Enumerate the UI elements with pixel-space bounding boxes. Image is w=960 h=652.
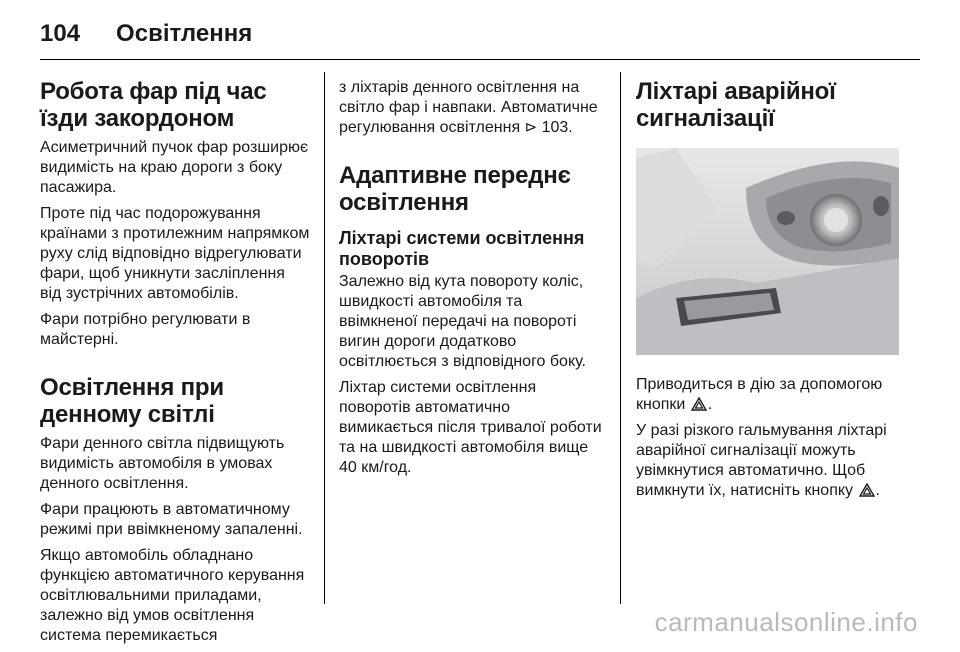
overhead-console-photo	[636, 148, 899, 355]
paragraph-text: .	[875, 482, 880, 499]
column-2	[339, 72, 605, 484]
column-1	[40, 72, 310, 652]
paragraph	[636, 375, 906, 415]
paragraph: Асиметричний пучок фар розширює видимість на краю дороги з боку пасажира.	[40, 139, 309, 196]
hazard-triangle-icon	[859, 483, 875, 497]
paragraph: Залежно від кута повороту коліс, швидкості автомобіля та ввімкненої передачі на повороті вигин дороги додатково освітлюється з відповідного боку.	[339, 273, 586, 370]
paragraph: Якщо автомобіль обладнано функцією автоматичного керування освітлювальними приладами, залежно від умов освітлення система перемикається	[40, 547, 305, 644]
paragraph-text: Приводиться в дію за допомогою кнопки	[636, 376, 883, 413]
heading-hazard-lights: Ліхтарі аварійної сигналізації	[636, 78, 836, 132]
column-divider	[620, 72, 621, 604]
paragraph	[636, 421, 906, 501]
column-3	[636, 72, 906, 507]
column-divider	[324, 72, 325, 604]
paragraph: Фари потрібно регулювати в майстерні.	[40, 311, 251, 348]
paragraph: Фари працюють в автоматичному режимі при ввімкненому запаленні.	[40, 501, 303, 538]
paragraph: Фари денного світла підвищують видимість автомобіля в умовах денного освітлення.	[40, 435, 285, 492]
watermark: carmanualsonline.info	[654, 607, 918, 637]
paragraph-text: У разі різкого гальмування ліхтарі аварійної сигналізації можуть увімкнутися автоматично. Щоб вимкнути їх, натисніть кнопку	[636, 422, 887, 499]
paragraph-text: з ліхтарів денного освітлення на світло фар і навпаки. Автоматичне регулювання освітлення	[339, 79, 598, 136]
heading-driving-abroad: Робота фар під час їзди закордоном	[40, 78, 267, 132]
heading-daytime-lights: Освітлення при денному світлі	[40, 374, 224, 428]
header-rule	[40, 59, 920, 60]
section-title: Освітлення	[116, 20, 253, 47]
heading-adaptive-lighting: Адаптивне переднє освітлення	[339, 162, 571, 216]
paragraph	[339, 78, 605, 138]
page-reference[interactable]: 103.	[541, 119, 573, 136]
paragraph-text: .	[707, 396, 713, 413]
paragraph: Ліхтар системи освітлення поворотів автоматично вимикається після тривалої роботи та на швидкості автомобіля вище 40 км/год.	[339, 379, 602, 476]
reference-arrow-icon: ⊳	[524, 119, 538, 136]
page-number: 104	[40, 20, 81, 47]
page-header	[40, 14, 252, 54]
heading-cornering-lights: Ліхтарі системи освітлення поворотів	[339, 228, 585, 269]
hazard-triangle-icon	[691, 397, 707, 411]
paragraph: Проте під час подорожування країнами з протилежним напрямком руху слід відповідно відрегулювати фари, щоб уникнути засліплення від зустрічних автомобілів.	[40, 205, 310, 302]
